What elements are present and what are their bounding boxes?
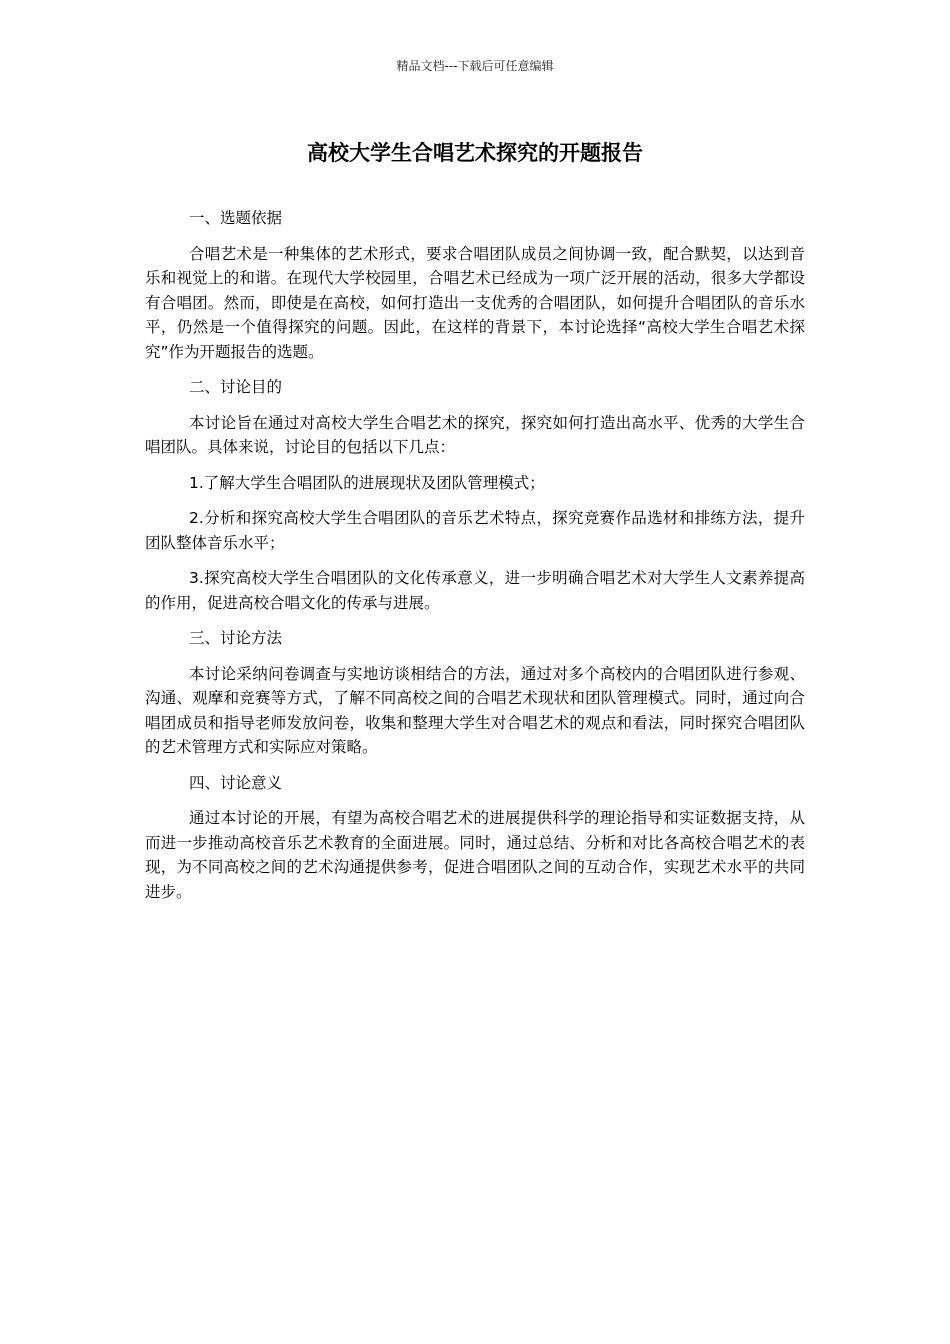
paragraph: 通过本讨论的开展，有望为高校合唱艺术的进展提供科学的理论指导和实证数据支持，从而进一步推动高校音乐艺术教育的全面进展。同时，通过总结、分析和对比各高校合唱艺术的表现，为不同高校之间的艺术沟通提供参考，促进合唱团队之间的互动合作，实现艺术水平的共同进步。	[145, 809, 805, 901]
section-heading: 二、讨论目的	[189, 378, 283, 396]
list-item: 2.分析和探究高校大学生合唱团队的音乐艺术特点，探究竞赛作品选材和排练方法，提升团队整体音乐水平；	[145, 509, 805, 552]
section-purpose	[145, 375, 805, 615]
document-title: 高校大学生合唱艺术探究的开题报告	[307, 141, 643, 165]
document-body	[145, 206, 805, 915]
list-item: 1.了解大学生合唱团队的进展现状及团队管理模式；	[189, 473, 545, 492]
paragraph: 合唱艺术是一种集体的艺术形式，要求合唱团队成员之间协调一致，配合默契，以达到音乐和视觉上的和谐。在现代大学校园里，合唱艺术已经成为一项广泛开展的活动，很多大学都设有合唱团。然而，即使是在高校，如何打造出一支优秀的合唱团队，如何提升合唱团队的音乐水平，仍然是一个值得探究的问题。因此，在这样的背景下，本讨论选择“高校大学生合唱艺术探究”作为开题报告的选题。	[145, 244, 805, 361]
list-item: 3.探究高校大学生合唱团队的文化传承意义，进一步明确合唱艺术对大学生人文素养提高的作用，促进高校合唱文化的传承与进展。	[145, 569, 805, 612]
section-basis	[145, 206, 805, 364]
section-method	[145, 626, 805, 760]
section-heading: 三、讨论方法	[189, 629, 283, 647]
paragraph: 本讨论采纳问卷调查与实地访谈相结合的方法，通过对多个高校内的合唱团队进行参观、沟通、观摩和竞赛等方式，了解不同高校之间的合唱艺术现状和团队管理模式。同时，通过向合唱团成员和指导老师发放问卷，收集和整理大学生对合唱艺术的观点和看法，同时探究合唱团队的艺术管理方式和实际应对策略。	[145, 664, 805, 756]
paragraph: 本讨论旨在通过对高校大学生合唱艺术的探究，探究如何打造出高水平、优秀的大学生合唱团队。具体来说，讨论目的包括以下几点：	[145, 413, 805, 456]
section-heading: 四、讨论意义	[189, 773, 283, 792]
header-note: 精品文档---下载后可任意编辑	[396, 59, 554, 73]
section-significance	[145, 771, 805, 905]
section-heading: 一、选题依据	[189, 209, 283, 227]
